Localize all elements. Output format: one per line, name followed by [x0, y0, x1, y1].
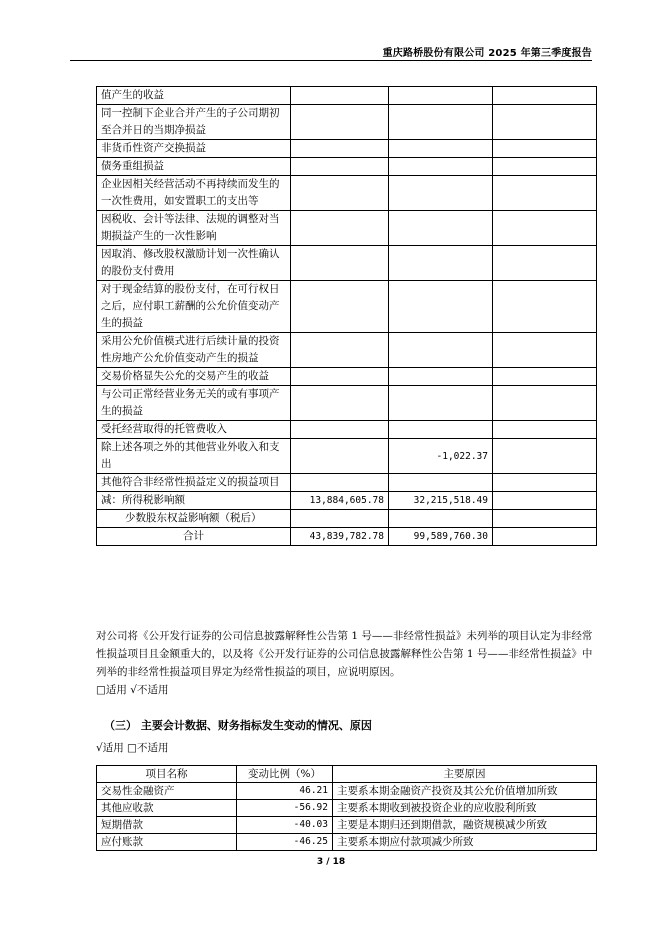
- value-cell: [291, 421, 389, 439]
- ratio-cell: 46.21: [237, 783, 333, 800]
- ratio-cell: -40.03: [237, 817, 333, 834]
- value-cell: [493, 140, 597, 158]
- reason-cell: 主要系本期金融资产投资及其公允价值增加所致: [333, 783, 597, 800]
- value-cell: [389, 211, 493, 246]
- note-paragraph: 对公司将《公开发行证券的公司信息披露解释性公告第 1 号——非经常性损益》未列举的项目认定为非经常性损益项目且金额重大的，以及将《公开发行证券的公司信息披露解释性公告第 1 号——非经常性损益》中列举的非经常性损益项目界定为经常性损益的项目，应说明原因。: [96, 630, 593, 678]
- page-number: 3 / 18: [316, 857, 346, 867]
- value-cell: [493, 510, 597, 528]
- value-cell: [389, 158, 493, 176]
- item-cell: 采用公允价值模式进行后续计量的投资性房地产公允价值变动产生的损益: [97, 333, 291, 368]
- value-cell: [493, 474, 597, 492]
- value-cell: [493, 368, 597, 386]
- name-cell: 短期借款: [97, 817, 237, 834]
- value-cell: [389, 368, 493, 386]
- table-row: [97, 368, 597, 386]
- item-cell: 交易价格显失公允的交易产生的收益: [97, 368, 291, 386]
- value-cell: [493, 211, 597, 246]
- name-cell: 交易性金融资产: [97, 783, 237, 800]
- item-cell: 减：所得税影响额: [97, 492, 291, 510]
- value-cell: [291, 246, 389, 281]
- value-cell: [291, 386, 389, 421]
- value-cell: 99,589,760.30: [389, 528, 493, 546]
- name-cell: 应付账款: [97, 834, 237, 851]
- value-cell: [493, 158, 597, 176]
- table-row: [97, 439, 597, 474]
- value-cell: [291, 105, 389, 140]
- value-cell: [493, 246, 597, 281]
- value-cell: [389, 281, 493, 333]
- value-cell: [389, 510, 493, 528]
- total-label-cell: 合计: [97, 528, 291, 546]
- value-cell: [493, 492, 597, 510]
- value-cell: [291, 140, 389, 158]
- value-cell: [493, 87, 597, 105]
- item-cell: 因取消、修改股权激励计划一次性确认的股份支付费用: [97, 246, 291, 281]
- ratio-cell: -56.92: [237, 800, 333, 817]
- table-row-total: [97, 528, 597, 546]
- item-cell: 因税收、会计等法律、法规的调整对当期损益产生的一次性影响: [97, 211, 291, 246]
- item-cell: 同一控制下企业合并产生的子公司期初至合并日的当期净损益: [97, 105, 291, 140]
- column-header: 项目名称: [97, 766, 237, 783]
- value-cell: [493, 281, 597, 333]
- table-row: [97, 834, 597, 851]
- item-cell: 其他符合非经常性损益定义的损益项目: [97, 474, 291, 492]
- table-header-row: [97, 766, 597, 783]
- column-header: 主要原因: [333, 766, 597, 783]
- table-row: [97, 176, 597, 211]
- table-row: [97, 817, 597, 834]
- reason-cell: 主要系本期应付款项减少所致: [333, 834, 597, 851]
- table-row: [97, 492, 597, 510]
- value-cell: [291, 281, 389, 333]
- item-cell: 债务重组损益: [97, 158, 291, 176]
- value-cell: [493, 439, 597, 474]
- change-reasons-table: [96, 765, 597, 851]
- value-cell: [493, 386, 597, 421]
- item-cell: 少数股东权益影响额（税后）: [97, 510, 291, 528]
- value-cell: [389, 105, 493, 140]
- table-row: [97, 158, 597, 176]
- table-row: [97, 140, 597, 158]
- value-cell: [389, 87, 493, 105]
- value-cell: [291, 211, 389, 246]
- value-cell: [291, 176, 389, 211]
- value-cell: [291, 158, 389, 176]
- table-row: [97, 87, 597, 105]
- item-cell: 非货币性资产交换损益: [97, 140, 291, 158]
- value-cell: 13,884,605.78: [291, 492, 389, 510]
- note-applicability: □适用 √不适用: [96, 684, 169, 696]
- value-cell: [291, 510, 389, 528]
- section-applicability: √适用 □不适用: [96, 742, 169, 754]
- reason-cell: 主要是本期归还到期借款，融资规模减少所致: [333, 817, 597, 834]
- value-cell: [493, 105, 597, 140]
- value-cell: [389, 176, 493, 211]
- value-cell: 43,839,782.78: [291, 528, 389, 546]
- reason-cell: 主要系本期收到被投资企业的应收股利所致: [333, 800, 597, 817]
- value-cell: [389, 140, 493, 158]
- ratio-cell: -46.25: [237, 834, 333, 851]
- value-cell: [389, 386, 493, 421]
- value-cell: -1,022.37: [389, 439, 493, 474]
- table-row: [97, 421, 597, 439]
- name-cell: 其他应收款: [97, 800, 237, 817]
- value-cell: [291, 474, 389, 492]
- value-cell: [291, 439, 389, 474]
- item-cell: 企业因相关经营活动不再持续而发生的一次性费用，如安置职工的支出等: [97, 176, 291, 211]
- table-row: [97, 510, 597, 528]
- table-row: [97, 800, 597, 817]
- item-cell: 值产生的收益: [97, 87, 291, 105]
- table-row: [97, 474, 597, 492]
- item-cell: 对于现金结算的股份支付，在可行权日之后，应付职工薪酬的公允价值变动产生的损益: [97, 281, 291, 333]
- section-title: （三） 主要会计数据、财务指标发生变动的情况、原因: [104, 719, 372, 732]
- table-row: [97, 386, 597, 421]
- table-row: [97, 333, 597, 368]
- value-cell: [291, 333, 389, 368]
- value-cell: [389, 333, 493, 368]
- value-cell: [389, 246, 493, 281]
- value-cell: [389, 474, 493, 492]
- value-cell: [493, 176, 597, 211]
- value-cell: [493, 421, 597, 439]
- page-header-title: 重庆路桥股份有限公司 2025 年第三季度报告: [382, 48, 592, 59]
- value-cell: [291, 87, 389, 105]
- value-cell: [291, 368, 389, 386]
- value-cell: 32,215,518.49: [389, 492, 493, 510]
- header-divider: [70, 60, 592, 61]
- item-cell: 受托经营取得的托管费收入: [97, 421, 291, 439]
- table-row: [97, 105, 597, 140]
- nonrecurring-items-table: [96, 86, 597, 546]
- item-cell: 除上述各项之外的其他营业外收入和支出: [97, 439, 291, 474]
- table-row: [97, 281, 597, 333]
- item-cell: 与公司正常经营业务无关的或有事项产生的损益: [97, 386, 291, 421]
- table-row: [97, 783, 597, 800]
- column-header: 变动比例（%）: [237, 766, 333, 783]
- value-cell: [493, 333, 597, 368]
- value-cell: [389, 421, 493, 439]
- value-cell: [493, 528, 597, 546]
- table-row: [97, 246, 597, 281]
- table-row: [97, 211, 597, 246]
